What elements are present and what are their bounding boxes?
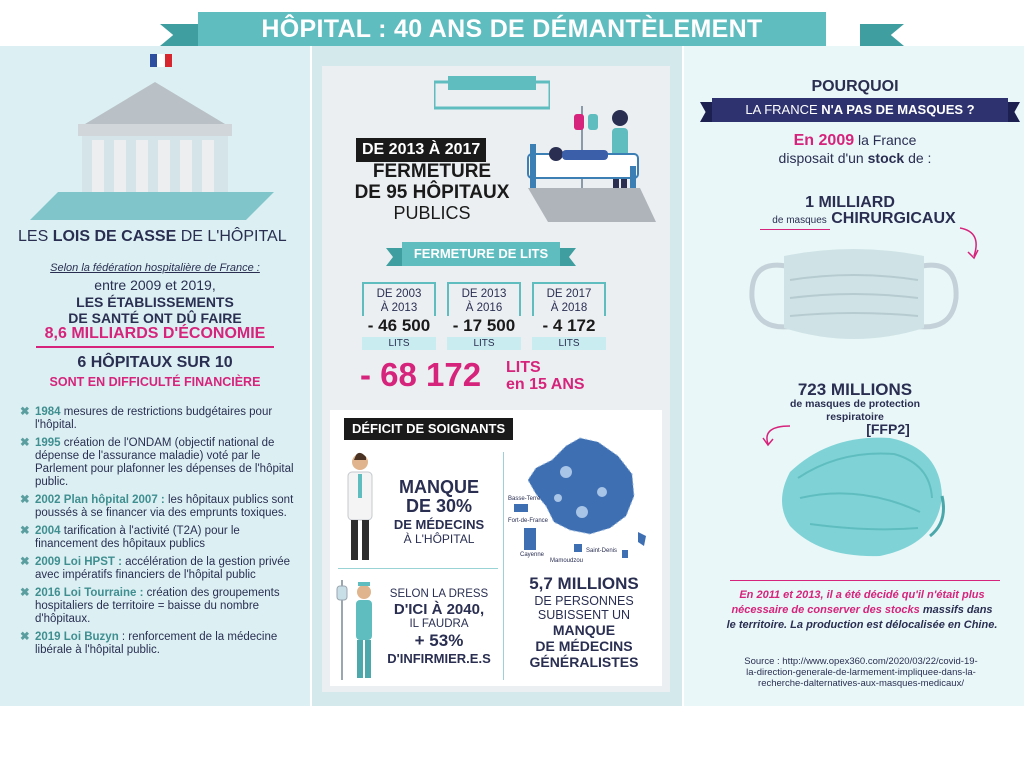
deficit-tag: DÉFICIT DE SOIGNANTS — [344, 418, 513, 440]
hopitaux-stat: 6 HÔPITAUX SUR 10 — [77, 354, 233, 371]
dress-line-2: D'ICI À 2040, — [393, 601, 485, 618]
difficulte-text: SONT EN DIFFICULTÉ FINANCIÈRE — [49, 375, 261, 389]
period-tag: DE 2013 À 2017 — [356, 138, 486, 162]
infirmiers-label: D'INFIRMIER.E.S — [387, 651, 491, 666]
period-value-3: - 4 172 — [542, 316, 596, 335]
milliard-stat: 1 MILLIARD — [805, 194, 895, 211]
page-title: HÔPITAL : 40 ANS DE DÉMANTÈLEMENT — [198, 12, 826, 46]
map-label-fort-de-france: Fort-de-France — [508, 518, 549, 524]
france-map — [506, 432, 662, 564]
period-text: entre 2009 et 2019, — [94, 277, 216, 293]
cross-bullet-icon: ✖ — [20, 494, 30, 506]
manque-gen-line-3: GÉNÉRALISTES — [529, 654, 639, 670]
fermeture-line-2: DE 95 HÔPITAUX — [354, 182, 510, 203]
timeline-item: ✖ 2002 Plan hôpital 2007 : les hôpitaux publics sont poussés à se financer via des emprunts toxiques. — [20, 494, 294, 519]
cross-bullet-icon: ✖ — [20, 631, 30, 643]
doctor-icon — [340, 452, 380, 564]
parliament-building-icon — [30, 72, 280, 222]
map-label-saint-denis: Saint-Denis — [586, 548, 618, 554]
stock-line-2: disposait d'un stock de : — [778, 150, 932, 166]
masques-protection-label: de masques de protection — [789, 398, 921, 410]
period-box-1: DE 2003 À 2013 — [362, 282, 436, 316]
total-lits-label: LITS en 15 ANS — [506, 359, 585, 393]
cross-bullet-icon: ✖ — [20, 525, 30, 537]
fermeture-lits-ribbon: FERMETURE DE LITS — [402, 242, 560, 266]
manque-line-1: MANQUE — [399, 477, 479, 497]
etab-line-1: LES ÉTABLISSEMENTS — [76, 294, 234, 310]
manque-line-2: DE 30% — [405, 496, 473, 516]
chirurgicaux-underline — [760, 229, 830, 230]
period-unit-1: LITS — [362, 337, 436, 350]
stock-line-1: En 2009 la France — [793, 132, 917, 149]
personnes-line-2: SUBISSENT UN — [537, 608, 631, 622]
ffp2-mask-image — [770, 432, 950, 560]
millions-stat: 5,7 MILLIONS — [529, 574, 639, 593]
french-flag-icon — [150, 54, 172, 67]
timeline-list — [20, 406, 300, 662]
timeline-item: ✖ 2009 Loi HPST : accélération de la gestion privée avec impératifs financiers de l'hôpital public — [20, 556, 291, 581]
timeline-item: ✖ 1984 mesures de restrictions budgétaires pour l'hôpital. — [20, 406, 273, 431]
manque-gen-line-2: DE MÉDECINS — [535, 638, 633, 654]
pink-divider — [36, 346, 274, 348]
millions723-stat: 723 MILLIONS — [797, 380, 913, 399]
period-unit-3: LITS — [532, 337, 606, 350]
map-label-cayenne: Cayenne — [520, 552, 545, 558]
timeline-item: ✖ 2019 Loi Buzyn : renforcement de la médecine libérale à l'hôpital public. — [20, 631, 278, 656]
timeline-item: ✖ 2016 Loi Tourraine : création des groupements hospitaliers de territoire = baisse du nombre d'hôpitaux. — [20, 587, 280, 625]
medecins-label: DE MÉDECINS — [393, 517, 485, 532]
horizontal-divider — [338, 568, 498, 569]
manque-gen-line-1: MANQUE — [552, 622, 616, 638]
surgical-mask-image — [744, 236, 964, 354]
cross-bullet-icon: ✖ — [20, 406, 30, 418]
dress-line-1: SELON LA DRESS — [389, 588, 489, 600]
federation-source: Selon la fédération hospitalière de France : — [50, 262, 260, 274]
timeline-item: ✖ 2004 tarification à l'activité (T2A) pour le financement des hôpitaux publics — [20, 525, 240, 550]
total-lits-number: - 68 172 — [360, 356, 482, 393]
period-unit-2: LITS — [447, 337, 521, 350]
cross-bullet-icon: ✖ — [20, 437, 30, 449]
hopital-label: À L'HÔPITAL — [403, 532, 475, 546]
source-citation: Source : http://www.opex360.com/2020/03/22/covid-19- la-direction-generale-de-larmement-impliquee-dans-la- recherche-dalternatives-aux-masques-medicaux/ — [744, 656, 978, 689]
fermeture-line-1: FERMETURE — [372, 161, 492, 182]
map-label-mamoudzou: Mamoudzou — [550, 558, 584, 564]
left-heading: LES LOIS DE CASSE DE L'HÔPITAL — [18, 228, 287, 245]
map-label-basse-terre: Basse-Terre — [508, 496, 541, 502]
hospital-bed-illustration — [522, 96, 662, 246]
pourquoi-heading: POURQUOI — [811, 78, 899, 95]
respiratoire-label: respiratoire — [826, 411, 884, 423]
period-value-2: - 17 500 — [452, 316, 516, 335]
vertical-divider — [503, 452, 504, 680]
etab-line-2: DE SANTÉ ONT DÛ FAIRE — [68, 310, 242, 326]
nurse-icon — [334, 576, 380, 682]
period-box-2: DE 2013 À 2016 — [447, 282, 521, 316]
cross-bullet-icon: ✖ — [20, 556, 30, 568]
note-line-2: nécessaire de conserver des stocks massifs dans — [731, 604, 993, 616]
dress-percentage: + 53% — [414, 631, 464, 650]
timeline-item: ✖ 1995 création de l'ONDAM (objectif national de dépense de l'assurance maladie) voté par le Parlement pour plafonner les dépenses de l'hôpital public. — [20, 437, 294, 488]
title-ribbon-tail-right — [860, 24, 904, 46]
savings-amount: 8,6 MILLIARDS D'ÉCONOMIE — [44, 325, 266, 342]
cross-bullet-icon: ✖ — [20, 587, 30, 599]
personnes-line-1: DE PERSONNES — [534, 594, 634, 608]
period-box-3: DE 2017 À 2018 — [532, 282, 606, 316]
chirurgicaux-line: de masques CHIRURGICAUX — [772, 210, 956, 227]
masques-question-ribbon: LA FRANCE N'A PAS DE MASQUES ? — [712, 98, 1008, 122]
period-value-1: - 46 500 — [367, 316, 431, 335]
publics-label: PUBLICS — [393, 203, 471, 223]
note-divider — [730, 580, 1000, 581]
note-line-3: le territoire. La production est délocalisée en Chine. — [726, 619, 998, 631]
ffp2-label: [FFP2] — [866, 421, 910, 437]
note-line-1: En 2011 et 2013, il a été décidé qu'il n'était plus — [739, 589, 985, 601]
dress-line-3: IL FAUDRA — [409, 618, 469, 630]
